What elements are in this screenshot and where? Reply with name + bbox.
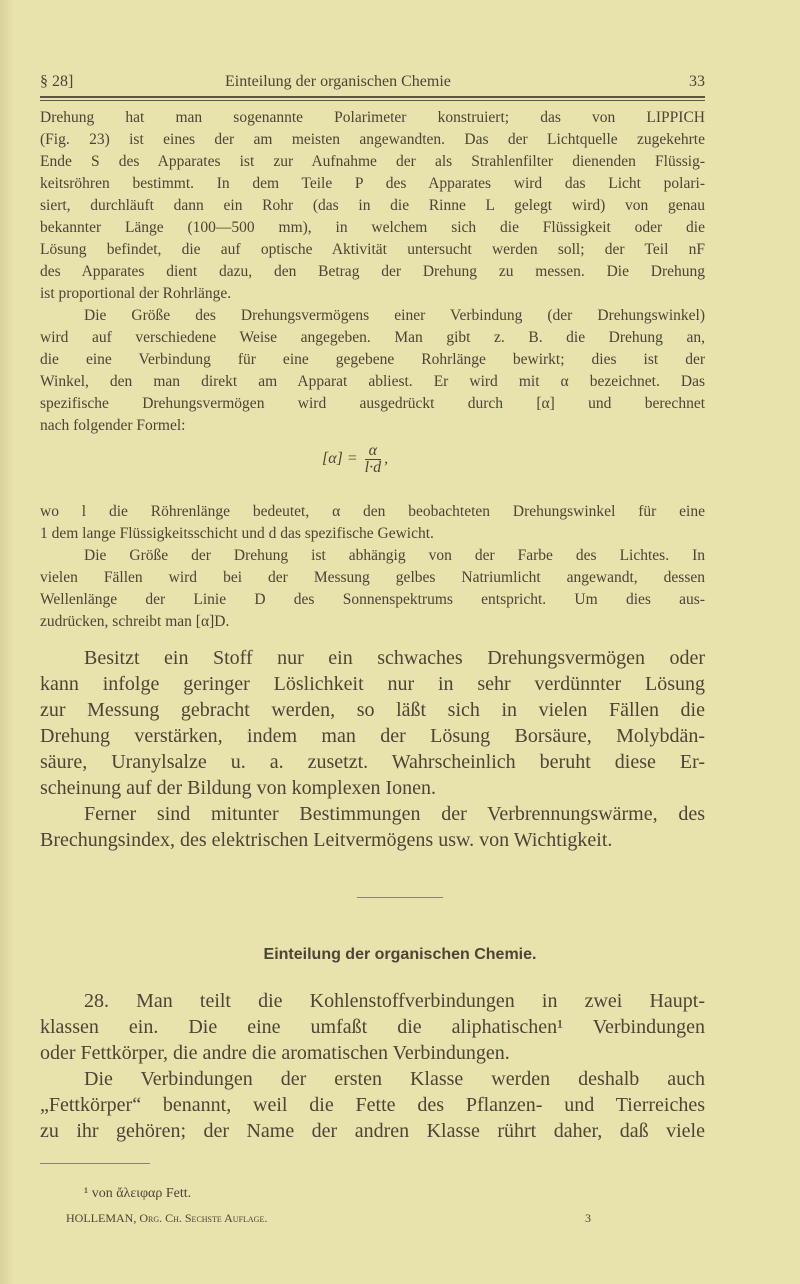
text-line: Brechungsindex, des elektrischen Leitvermögens usw. von Wichtigkeit. — [40, 829, 613, 851]
text-line: Besitzt ein Stoff nur ein schwaches Drehungsvermögen oder — [84, 647, 705, 669]
text-line: Drehung hat man sogenannte Polarimeter konstruiert; das von LIPPICH — [40, 109, 705, 126]
formula-specific-rotation — [322, 443, 388, 477]
text-line: Wellenlänge der Linie D des Sonnenspektrums entspricht. Um dies aus- — [40, 591, 705, 608]
text-line: des Apparates dient dazu, den Betrag der Drehung zu messen. Die Drehung — [40, 263, 705, 280]
text-line: Drehung verstärken, indem man der Lösung Borsäure, Molybdän- — [40, 725, 705, 747]
footnote: ¹ von ἄλειφαρ Fett. — [84, 1186, 192, 1201]
text-line: (Fig. 23) ist eines der am meisten angewandten. Das der Lichtquelle zugekehrte — [40, 131, 705, 148]
text-line: 1 dem lange Flüssigkeitsschicht und d das spezifische Gewicht. — [40, 525, 434, 542]
section-ref: § 28] — [40, 73, 74, 90]
text-line: „Fettkörper“ benannt, weil die Fette des Pflanzen- und Tierreiches — [40, 1094, 705, 1116]
text-line: zur Messung gebracht werden, so läßt sich in vielen Fällen die — [40, 699, 705, 721]
page-edge — [0, 0, 14, 1284]
formula-numerator: α — [368, 442, 378, 459]
text-line: Lösung befindet, die auf optische Aktivität untersucht werden soll; der Teil nF — [40, 241, 705, 258]
paragraph-definitions — [40, 501, 705, 633]
page-footer — [40, 1209, 705, 1227]
text-line: zu ihr gehören; der Name der andren Klasse rührt daher, daß viele — [40, 1120, 705, 1142]
formula-lhs: [α] = — [322, 450, 358, 468]
text-line: Ende S des Apparates ist zur Aufnahme der als Strahlenfilter dienenden Flüssig- — [40, 153, 705, 170]
paragraph-polarimeter — [40, 107, 705, 437]
text-line: säure, Uranylsalze u. a. zusetzt. Wahrscheinlich beruht diese Er- — [40, 751, 705, 773]
formula-denominator: l·d — [364, 459, 382, 476]
text-line: wo l die Röhrenlänge bedeutet, α den beobachteten Drehungswinkel für eine — [40, 503, 705, 520]
text-line: nach folgender Formel: — [40, 417, 186, 434]
header-rule — [40, 96, 705, 101]
text-line: Winkel, den man direkt am Apparat abliest. Er wird mit α bezeichnet. Das — [40, 373, 705, 390]
running-header — [40, 71, 705, 93]
text-line: 28. Man teilt die Kohlenstoffverbindungen in zwei Haupt- — [84, 990, 705, 1012]
text-line: kann infolge geringer Löslichkeit nur in sehr verdünnter Lösung — [40, 673, 705, 695]
formula-comma: , — [384, 450, 389, 468]
section-divider — [357, 897, 443, 898]
text-line: Die Verbindungen der ersten Klasse werden deshalb auch — [84, 1068, 705, 1090]
text-line: Die Größe des Drehungsvermögens einer Verbindung (der Drehungswinkel) — [84, 307, 705, 324]
text-line: oder Fettkörper, die andre die aromatischen Verbindungen. — [40, 1042, 510, 1064]
footnote-rule — [40, 1163, 150, 1164]
text-line: scheinung auf der Bildung von komplexen Ionen. — [40, 777, 437, 799]
text-line: zudrücken, schreibt man [α]D. — [40, 613, 230, 630]
text-line: die eine Verbindung für eine gegebene Rohrlänge bewirkt; dies ist der — [40, 351, 705, 368]
text-line: siert, durchläuft dann ein Rohr (das in die Rinne L gelegt wird) von genau — [40, 197, 705, 214]
footer-signature: HOLLEMAN, Org. Ch. Sechste Auflage. — [66, 1211, 268, 1225]
text-line: vielen Fällen wird bei der Messung gelbes Natriumlicht angewandt, dessen — [40, 569, 705, 586]
text-line: keitsröhren bestimmt. In dem Teile P des Apparates wird das Licht polari- — [40, 175, 705, 192]
text-line: ist proportional der Rohrlänge. — [40, 285, 232, 302]
section-heading: Einteilung der organischen Chemie. — [263, 946, 537, 963]
running-title: Einteilung der organischen Chemie — [225, 73, 451, 90]
text-line: bekannter Länge (100—500 mm), in welchem sich die Flüssigkeit oder die — [40, 219, 705, 236]
text-line: wird auf verschiedene Weise angegeben. Man gibt z. B. die Drehung an, — [40, 329, 705, 346]
formula-fraction — [365, 443, 381, 476]
text-line: spezifische Drehungsvermögen wird ausgedrückt durch [α] und berechnet — [40, 395, 705, 412]
text-line: Die Größe der Drehung ist abhängig von der Farbe des Lichtes. In — [84, 547, 705, 564]
paragraph-classification — [40, 988, 705, 1144]
paragraph-weak-rotation — [40, 645, 705, 853]
signature-number: 3 — [585, 1211, 591, 1225]
text-line: Ferner sind mitunter Bestimmungen der Verbrennungswärme, des — [84, 803, 705, 825]
page-number: 33 — [689, 73, 705, 90]
text-line: klassen ein. Die eine umfaßt die aliphatischen¹ Verbindungen — [40, 1016, 705, 1038]
